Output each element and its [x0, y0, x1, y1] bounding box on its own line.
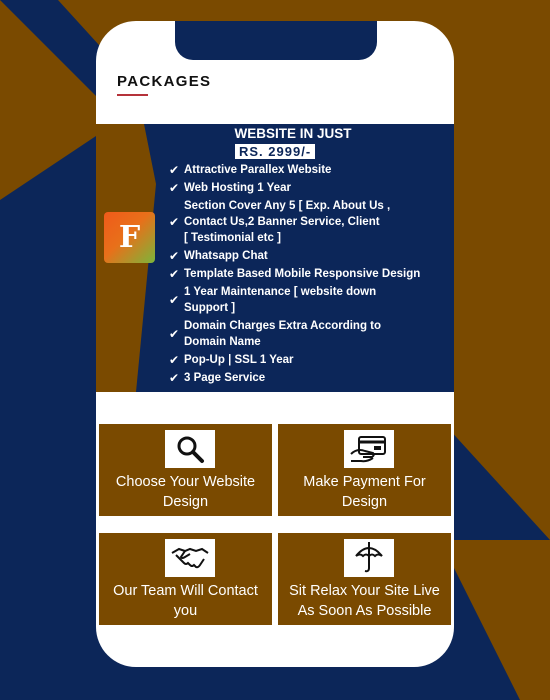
step-card-team-contact[interactable]	[99, 533, 272, 625]
check-icon: ✔	[169, 267, 180, 281]
feature-item: ✔ Whatsapp Chat	[169, 249, 268, 263]
card-payment-icon	[344, 430, 394, 468]
brand-logo[interactable]	[104, 212, 155, 263]
step-label: Make Payment For Design	[303, 474, 426, 510]
step-label: Choose Your Website Design	[115, 474, 256, 510]
phone-notch	[175, 21, 377, 60]
handshake-icon	[165, 539, 215, 577]
feature-item: ✔ 3 Page Service	[169, 371, 266, 385]
check-icon: ✔	[169, 163, 180, 177]
umbrella-icon	[344, 539, 394, 577]
title-underline	[117, 94, 148, 96]
feature-item: ✔ Attractive Parallex Website	[169, 163, 332, 177]
step-label: Our Team Will Contact you	[113, 583, 258, 619]
logo-letter: F	[118, 220, 141, 255]
step-card-choose-design[interactable]	[99, 424, 272, 516]
magnifier-icon	[165, 430, 215, 468]
phone-mockup	[96, 21, 454, 667]
banner-title: WEBSITE IN JUST	[234, 126, 352, 141]
step-label: Sit Relax Your Site Live As Soon As Possible	[289, 583, 440, 619]
feature-item: ✔ Section Cover Any 5 [ Exp. About Us , Contact Us,2 Banner Service, Client [ Testimonial etc ]	[169, 200, 391, 244]
price-tag: RS. 2999/-	[235, 144, 315, 159]
feature-item: ✔ Web Hosting 1 Year	[169, 181, 291, 195]
feature-item: ✔ 1 Year Maintenance [ website down Support ]	[169, 286, 377, 314]
feature-item: ✔ Domain Charges Extra According to Domain Name	[169, 320, 382, 348]
feature-item: ✔ Template Based Mobile Responsive Design	[169, 267, 421, 281]
package-banner	[96, 124, 454, 392]
feature-list	[169, 162, 420, 388]
check-icon: ✔	[169, 327, 180, 341]
feature-item: ✔ Pop-Up | SSL 1 Year	[169, 353, 294, 367]
page-title: PACKAGES	[117, 73, 212, 90]
check-icon: ✔	[169, 215, 180, 229]
step-card-make-payment[interactable]	[278, 424, 451, 516]
check-icon: ✔	[169, 353, 180, 367]
step-card-site-live[interactable]	[278, 533, 451, 625]
check-icon: ✔	[169, 181, 180, 195]
check-icon: ✔	[169, 249, 180, 263]
check-icon: ✔	[169, 371, 180, 385]
check-icon: ✔	[169, 293, 180, 307]
